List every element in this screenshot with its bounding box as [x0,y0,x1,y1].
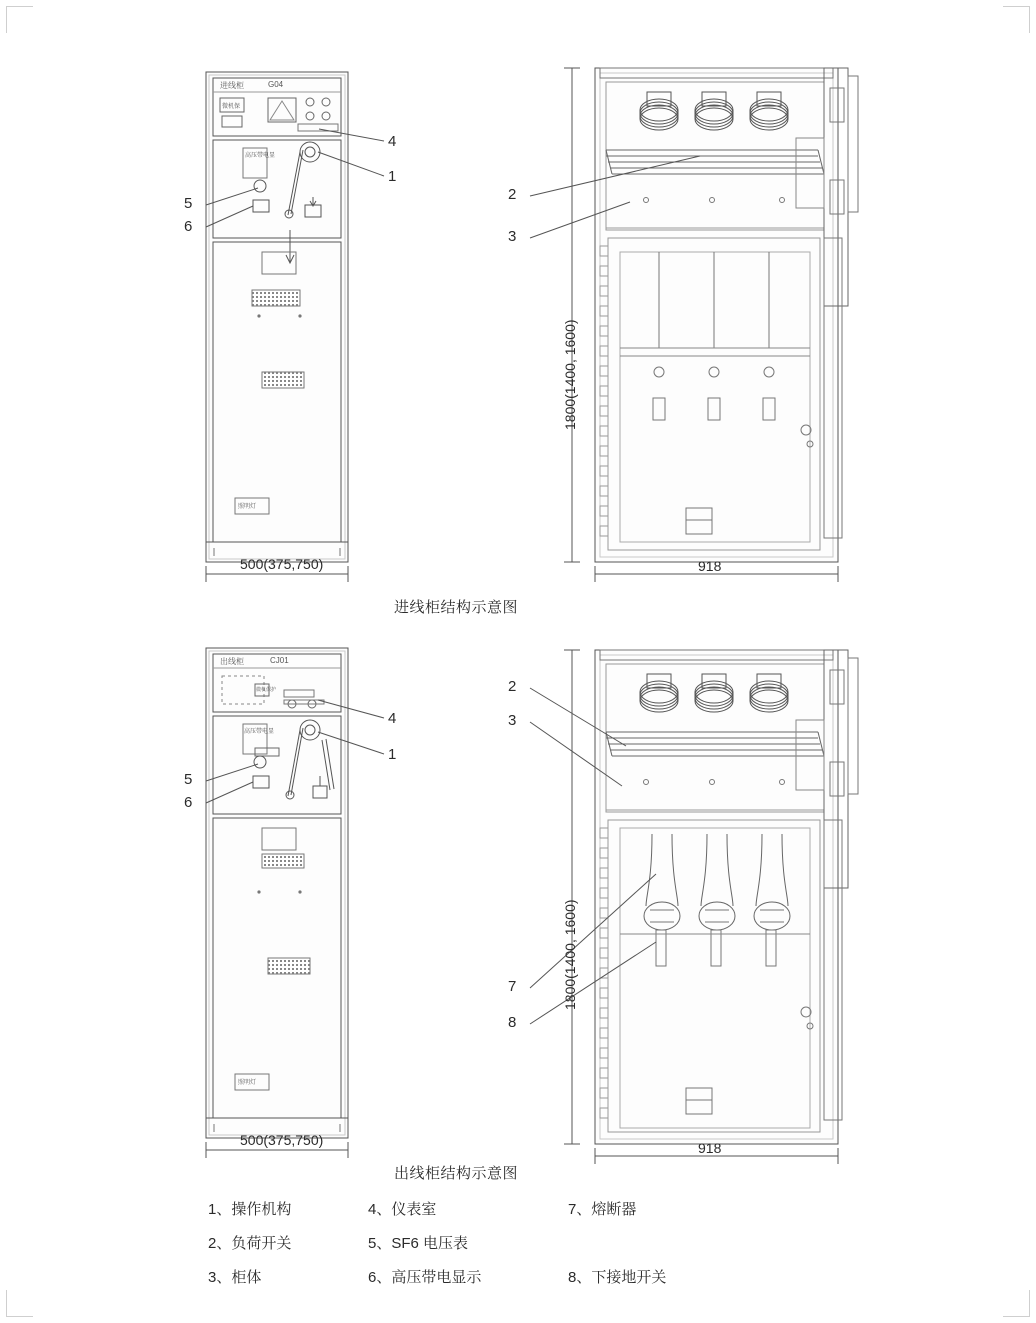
top-cabinet-tag-right: G04 [268,80,284,89]
legend-row [208,1198,908,1219]
top-section-view [564,68,858,582]
bottom-callout-1: 1 [388,746,397,763]
top-callout-5: 5 [184,195,193,212]
top-front-view [206,72,348,582]
bottom-relay-label: 微机保护 [256,687,277,693]
legend-item-1: 1、操作机构 [208,1201,292,1218]
bottom-callout-2: 2 [508,678,517,695]
bottom-callout-5: 5 [184,771,193,788]
top-figure-caption: 进线柜结构示意图 [394,599,519,616]
bottom-callout-6: 6 [184,794,193,811]
legend [208,1198,908,1300]
legend-item-5: 5、SF6 电压表 [368,1235,469,1252]
bottom-height-dimension: 1800(1400, 1600) [562,899,578,1010]
legend-item-8: 8、下接地开关 [568,1269,667,1286]
top-hv-indicator-label: 高压带电显 [245,153,276,159]
bottom-figure-caption: 出线柜结构示意图 [394,1165,519,1182]
legend-row [208,1232,908,1253]
bottom-callout-3: 3 [508,712,517,729]
top-depth-dimension: 918 [698,558,722,574]
legend-item-4: 4、仪表室 [368,1201,437,1218]
bottom-callout-8: 8 [508,1014,517,1031]
top-callout-2: 2 [508,186,517,203]
bottom-front-view [206,648,348,1158]
bottom-width-dimension: 500(375,750) [240,1132,324,1148]
bottom-section-view [564,650,858,1164]
legend-row [208,1266,908,1287]
top-callout-3: 3 [508,228,517,245]
legend-item-3: 3、柜体 [208,1269,262,1286]
legend-item-7: 7、熔断器 [568,1201,637,1218]
legend-item-2: 2、负荷开关 [208,1235,292,1252]
top-door-label: 照明灯 [238,504,257,510]
top-callout-1: 1 [388,168,397,185]
top-callout-4: 4 [388,133,397,150]
bottom-cabinet-tag-left: 出线柜 [220,657,244,666]
top-relay-label: 微机保 [222,104,241,110]
bottom-cabinet-tag-right: CJ01 [270,656,289,665]
top-width-dimension: 500(375,750) [240,556,324,572]
bottom-door-label: 照明灯 [238,1080,257,1086]
legend-item-6: 6、高压带电显示 [368,1269,482,1286]
bottom-depth-dimension: 918 [698,1140,722,1156]
legend-spacer [568,1232,768,1253]
bottom-callout-4: 4 [388,710,397,727]
top-callout-6: 6 [184,218,193,235]
top-cabinet-tag-left: 进线柜 [220,81,244,90]
bottom-callout-7: 7 [508,978,517,995]
top-height-dimension: 1800(1400, 1600) [562,319,578,430]
bottom-hv-indicator-label: 高压带电显 [244,729,275,735]
